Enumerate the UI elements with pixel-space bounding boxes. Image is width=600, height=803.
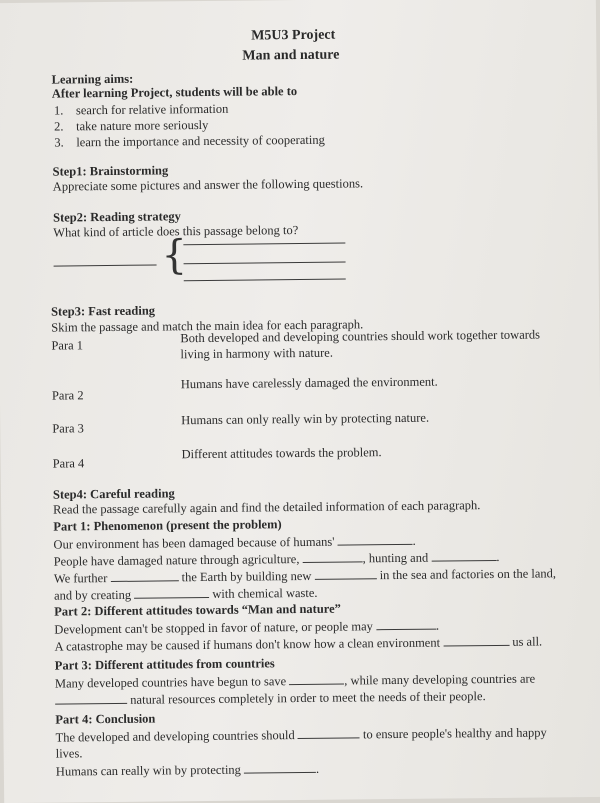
answer-blank[interactable] bbox=[289, 673, 344, 686]
brace-icon: { bbox=[161, 232, 188, 279]
answer-blank[interactable] bbox=[338, 533, 413, 546]
main-idea: Both developed and developing countries should work together towards bbox=[180, 327, 541, 346]
para-label: Para 3 bbox=[52, 421, 84, 436]
answer-blank[interactable] bbox=[55, 692, 127, 705]
aim-item: 1. search for relative information bbox=[53, 101, 229, 118]
part1-line2: People have damaged nature through agriculture, , hunting and . bbox=[53, 549, 500, 569]
step3-instruction: Skim the passage and match the main idea for each paragraph. bbox=[51, 317, 364, 335]
part4-heading: Part 4: Conclusion bbox=[55, 711, 156, 727]
step3-heading: Step3: Fast reading bbox=[50, 303, 156, 319]
para-label: Para 4 bbox=[52, 456, 85, 471]
answer-blank[interactable] bbox=[431, 549, 496, 562]
part3-heading: Part 3: Different attitudes from countries bbox=[54, 656, 275, 673]
part3-line1: Many developed countries have begun to save , while many developing countries are bbox=[54, 671, 536, 691]
article-type-blank[interactable] bbox=[54, 264, 157, 266]
aims-heading: Learning aims: bbox=[51, 71, 134, 87]
answer-blank[interactable] bbox=[110, 569, 178, 582]
answer-blank[interactable] bbox=[314, 567, 376, 580]
part4-line2: lives. bbox=[55, 746, 83, 761]
part4-line3: Humans can really win by protecting . bbox=[55, 761, 320, 779]
worksheet-subtitle: Man and nature bbox=[242, 47, 340, 64]
answer-blank[interactable] bbox=[244, 761, 316, 774]
step2-heading: Step2: Reading strategy bbox=[53, 209, 181, 225]
worksheet-title: M5U3 Project bbox=[251, 27, 336, 44]
para-label: Para 2 bbox=[51, 388, 84, 403]
para-label: Para 1 bbox=[51, 338, 84, 353]
part2-line1: Development can't be stopped in favor of nature, or people may . bbox=[54, 618, 440, 637]
answer-blank[interactable] bbox=[376, 618, 436, 631]
step1-text: Appreciate some pictures and answer the following questions. bbox=[52, 176, 364, 194]
step2-question: What kind of article does this passage belong to? bbox=[53, 223, 299, 240]
part3-line2: natural resources completely in order to meet the needs of their people. bbox=[55, 688, 486, 709]
aim-item: 3. learn the importance and necessity of cooperating bbox=[54, 132, 325, 150]
feature-blank-1[interactable] bbox=[183, 243, 345, 246]
part1-line4: and by creating with chemical waste. bbox=[53, 585, 318, 603]
answer-blank[interactable] bbox=[443, 634, 509, 647]
main-idea: Humans have carelessly damaged the environment. bbox=[180, 374, 438, 392]
feature-blank-3[interactable] bbox=[184, 279, 346, 282]
step4-instruction: Read the passage carefully again and find the detailed information of each paragraph. bbox=[53, 498, 481, 517]
part1-line1: Our environment has been damaged because of humans' . bbox=[53, 533, 416, 552]
answer-blank[interactable] bbox=[298, 726, 360, 739]
part1-heading: Part 1: Phenomenon (present the problem) bbox=[53, 517, 282, 534]
answer-blank[interactable] bbox=[134, 586, 209, 599]
part2-heading: Part 2: Different attitudes towards “Man and nature” bbox=[54, 601, 341, 619]
part1-line3: We further the Earth by building new in the sea and factories on the land, bbox=[53, 566, 557, 586]
part2-line2: A catastrophe may be caused if humans don't know how a clean environment us all. bbox=[54, 634, 543, 654]
feature-blank-2[interactable] bbox=[184, 262, 346, 265]
answer-blank[interactable] bbox=[302, 550, 362, 563]
aim-item: 2. take nature more seriously bbox=[54, 117, 209, 134]
aims-intro: After learning Project, students will be able to bbox=[51, 84, 298, 101]
part4-line1: The developed and developing countries should to ensure people's healthy and happy bbox=[55, 725, 547, 745]
main-idea: Humans can only really win by protecting nature. bbox=[181, 410, 430, 428]
step1-heading: Step1: Brainstorming bbox=[52, 163, 169, 179]
main-idea: living in harmony with nature. bbox=[180, 345, 333, 362]
main-idea: Different attitudes towards the problem. bbox=[181, 445, 382, 462]
step4-heading: Step4: Careful reading bbox=[52, 486, 175, 502]
